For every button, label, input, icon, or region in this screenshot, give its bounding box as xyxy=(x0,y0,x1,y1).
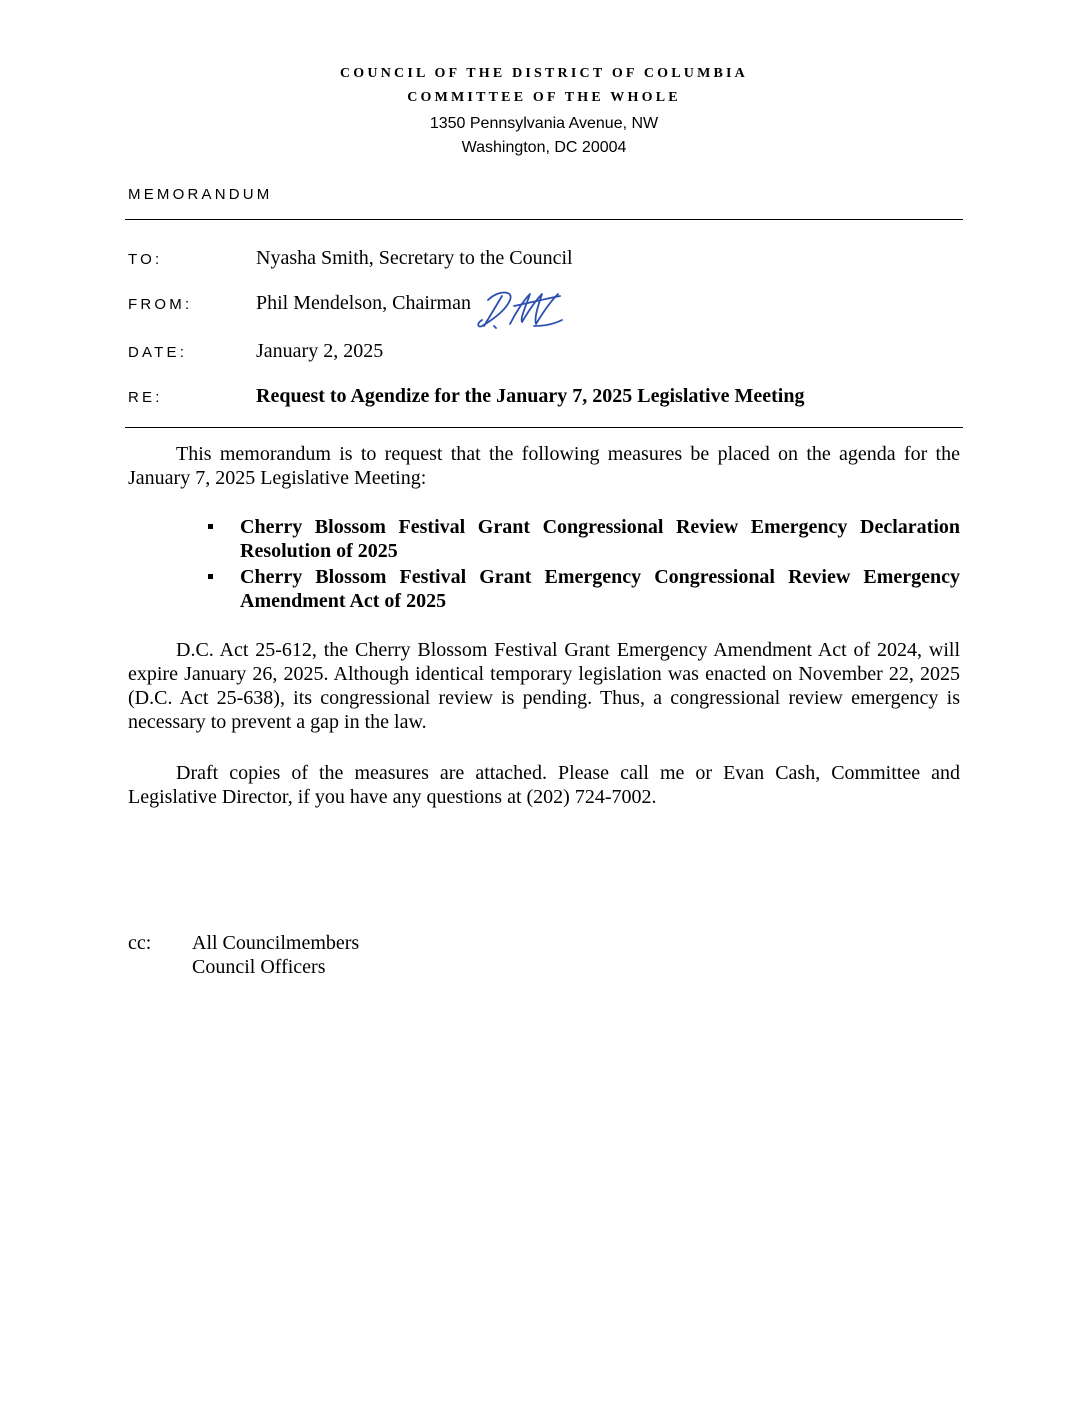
to-label: TO: xyxy=(128,251,163,268)
paragraph2-text: D.C. Act 25-612, the Cherry Blossom Festival Grant Emergency Amendment Act of 2024, will expire January 26, 2025. Although identical temporary legislation was enacted on November 22, 2025 (D.C. Act 25-638), its congressional review is pending. Thus, a congressional review emergency is necessary to prevent a gap in the law. xyxy=(128,639,960,733)
memo-title: MEMORANDUM xyxy=(128,186,273,203)
bottom-divider xyxy=(125,427,963,428)
cc-label: cc: xyxy=(128,932,152,954)
paragraph3-text: Draft copies of the measures are attached. Please call me or Evan Cash, Committee and Legislative Director, if you have any questions at (202) 724-7002. xyxy=(128,762,960,808)
to-value: Nyasha Smith, Secretary to the Council xyxy=(256,247,573,269)
measure-item xyxy=(206,515,960,563)
date-value: January 2, 2025 xyxy=(256,340,384,362)
act-expiration-paragraph xyxy=(128,638,960,734)
from-label: FROM: xyxy=(128,296,193,313)
committee-name: COMMITTEE OF THE WHOLE xyxy=(407,90,681,105)
cc-recipient: All Councilmembers xyxy=(192,932,360,954)
org-name: COUNCIL OF THE DISTRICT OF COLUMBIA xyxy=(340,66,748,81)
measure-item xyxy=(206,565,960,613)
intro-text: This memorandum is to request that the following measures be placed on the agenda for the January 7, 2025 Legislative Meeting: xyxy=(128,443,960,489)
re-value: Request to Agendize for the January 7, 2025 Legislative Meeting xyxy=(256,385,805,407)
re-label: RE: xyxy=(128,389,163,406)
measure-text: Cherry Blossom Festival Grant Congressional Review Emergency Declaration Resolution of 2025 xyxy=(240,516,960,562)
address-line-2: Washington, DC 20004 xyxy=(461,139,627,156)
bullet-icon xyxy=(208,574,213,579)
signature-image xyxy=(474,286,566,332)
address-line-1: 1350 Pennsylvania Avenue, NW xyxy=(429,115,659,132)
measure-text: Cherry Blossom Festival Grant Emergency Congressional Review Emergency Amendment Act of 2025 xyxy=(240,566,960,612)
measures-list xyxy=(206,515,960,615)
top-divider xyxy=(125,219,963,220)
intro-paragraph xyxy=(128,442,960,490)
contact-paragraph xyxy=(128,761,960,809)
bullet-icon xyxy=(208,524,213,529)
from-value: Phil Mendelson, Chairman xyxy=(256,292,471,314)
cc-recipient: Council Officers xyxy=(192,956,326,978)
date-label: DATE: xyxy=(128,344,188,361)
